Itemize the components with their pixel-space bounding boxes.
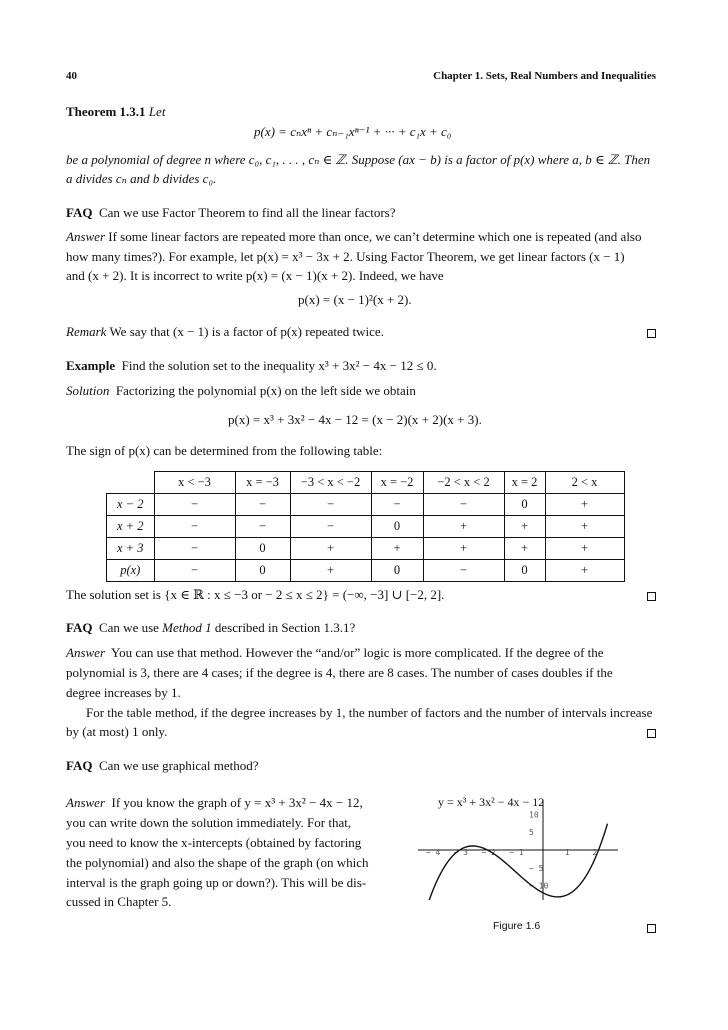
table-cell: 0 (504, 560, 545, 582)
table-header-cell: x = −3 (235, 472, 290, 494)
table-intro: The sign of p(x) can be determined from the following table: (66, 443, 383, 458)
table-cell: 0 (235, 538, 290, 560)
table-header-cell: −3 < x < −2 (290, 472, 371, 494)
table-cell: − (154, 560, 235, 582)
faq3-answer-line-2: you can write down the solution immediately. For that, (66, 815, 352, 830)
table-cell: − (290, 516, 371, 538)
x-tick-label: − 3 (453, 848, 469, 857)
figure-caption: Figure 1.6 (493, 920, 541, 932)
table-cell: + (545, 560, 624, 582)
row-label: x + 3 (107, 538, 155, 560)
y-tick-label: − 10 (529, 881, 549, 891)
table-cell: + (423, 516, 504, 538)
faq1-heading (66, 204, 658, 222)
example-text: Find the solution set to the inequality x³ + 3x² − 4x − 12 ≤ 0. (121, 358, 437, 373)
table-cell: − (235, 494, 290, 516)
theorem-formula: p(x) = cₙxⁿ + cₙ₋₁xⁿ⁻¹ + ··· + c₁x + c₀ (254, 124, 452, 139)
table-cell: − (154, 538, 235, 560)
example-heading (66, 357, 658, 375)
table-cell: − (235, 516, 290, 538)
faq3-answer-text-1: If you know the graph of y = x³ + 3x² − 4x − 12, (111, 795, 363, 810)
x-tick-label: − 4 (425, 848, 441, 857)
x-tick-label: − 2 (481, 848, 496, 857)
table-row (107, 516, 625, 538)
table-row (107, 560, 625, 582)
faq2-answer-line-2: polynomial is 3, there are 4 cases; if the degree is 4, there are 8 cases. The number of cases doubles if the (66, 665, 613, 680)
faq1-remark-text: We say that (x − 1) is a factor of p(x) repeated twice. (109, 324, 384, 339)
x-tick-label: 2 (592, 848, 598, 857)
table-header-cell (107, 472, 155, 494)
table-cell: + (545, 494, 624, 516)
qed-box (647, 592, 656, 601)
faq3-answer-label: Answer (66, 795, 105, 810)
table-header-cell: 2 < x (545, 472, 624, 494)
y-tick-label: − 5 (529, 863, 544, 873)
faq3-answer-line-3: you need to know the x-intercepts (obtained by factoring (66, 835, 362, 850)
faq1-formula: p(x) = (x − 1)²(x + 2). (298, 292, 412, 307)
page-number: 40 (66, 70, 77, 82)
example-formula: p(x) = x³ + 3x² − 4x − 12 = (x − 2)(x + 2)(x + 3). (228, 412, 482, 427)
faq2-answer-line-5: by (at most) 1 only. (66, 724, 168, 739)
row-label: p(x) (107, 560, 155, 582)
faq1-answer-label: Answer (66, 229, 105, 244)
faq1-answer-line-1 (66, 228, 658, 246)
theorem-heading (66, 103, 658, 121)
faq1-remark-label: Remark (66, 324, 107, 339)
faq1-answer-line-2: how many times?). For example, let p(x) = x³ − 3x + 2. Using Factor Theorem, we get linear factors (x − 1) (66, 249, 625, 264)
table-cell: − (154, 494, 235, 516)
faq2-answer-line-3: degree increases by 1. (66, 685, 181, 700)
y-tick-label: 5 (529, 828, 534, 838)
theorem-line-2: a divides cₙ and b divides c₀. (66, 171, 217, 186)
example-conclusion: The solution set is {x ∈ ℝ : x ≤ −3 or − 2 ≤ x ≤ 2} = (−∞, −3] ∪ [−2, 2]. (66, 587, 445, 602)
faq1-label: FAQ (66, 205, 93, 220)
table-header-cell: −2 < x < 2 (423, 472, 504, 494)
faq2-question-method: Method 1 (162, 620, 212, 635)
table-cell: 0 (504, 494, 545, 516)
plot-title: y = x³ + 3x² − 4x − 12 (438, 795, 545, 809)
qed-box (647, 729, 656, 738)
faq3-answer-line-5: interval is the graph going up or down?). This will be dis- (66, 875, 367, 890)
faq3-answer-line-6: cussed in Chapter 5. (66, 894, 172, 909)
solution-label: Solution (66, 383, 110, 398)
faq3-answer-line-1 (66, 794, 386, 812)
faq3-question: Can we use graphical method? (98, 758, 259, 773)
theorem-label: Theorem 1.3.1 (66, 104, 146, 119)
table-cell: − (290, 494, 371, 516)
table-cell: − (423, 560, 504, 582)
table-header-cell: x = −2 (371, 472, 423, 494)
table-cell: + (290, 560, 371, 582)
table-cell: + (371, 538, 423, 560)
table-row (107, 538, 625, 560)
table-cell: + (545, 516, 624, 538)
faq3-heading (66, 757, 658, 775)
table-cell: − (154, 516, 235, 538)
table-header-cell: x < −3 (154, 472, 235, 494)
table-cell: + (290, 538, 371, 560)
faq1-answer-text-1: If some linear factors are repeated more than once, we can’t determine which one is repeated (and also (108, 229, 642, 244)
faq1-answer-line-3: and (x + 2). It is incorrect to write p(x) = (x − 1)(x + 2). Indeed, we have (66, 268, 444, 283)
faq2-answer-line-4: For the table method, if the degree increases by 1, the number of factors and the number of intervals increase (86, 705, 653, 720)
function-plot (418, 800, 618, 900)
row-label: x + 2 (107, 516, 155, 538)
faq2-heading (66, 619, 658, 637)
x-tick-label: − 1 (509, 848, 524, 857)
qed-box (647, 329, 656, 338)
sign-table-header-row (107, 472, 625, 494)
theorem-line-1: be a polynomial of degree n where c₀, c₁, . . . , cₙ ∈ ℤ. Suppose (ax − b) is a factor of p(x) where a, b ∈ ℤ. Then (66, 152, 651, 167)
table-header-cell: x = 2 (504, 472, 545, 494)
solution-text: Factorizing the polynomial p(x) on the left side we obtain (115, 383, 416, 398)
table-cell: − (423, 494, 504, 516)
table-cell: + (504, 516, 545, 538)
sign-table (106, 471, 625, 582)
faq2-answer-label: Answer (66, 645, 105, 660)
theorem-lead: Let (148, 104, 166, 119)
x-tick-label: 1 (564, 848, 570, 857)
y-tick-label: 10 (529, 810, 539, 820)
faq2-label: FAQ (66, 620, 93, 635)
table-row (107, 494, 625, 516)
faq2-question-pre: Can we use (98, 620, 159, 635)
faq3-label: FAQ (66, 758, 93, 773)
qed-box (647, 924, 656, 933)
function-curve (429, 824, 607, 900)
faq2-answer-text-1: You can use that method. However the “and/or” logic is more complicated. If the degree of the (111, 645, 604, 660)
example-solution (66, 382, 658, 400)
faq2-answer-line-1 (66, 644, 658, 662)
table-cell: + (504, 538, 545, 560)
example-label: Example (66, 358, 116, 373)
faq1-remark (66, 323, 658, 341)
table-cell: + (545, 538, 624, 560)
faq1-question: Can we use Factor Theorem to find all the linear factors? (98, 205, 396, 220)
table-cell: − (371, 494, 423, 516)
table-cell: 0 (235, 560, 290, 582)
table-cell: 0 (371, 516, 423, 538)
table-cell: + (423, 538, 504, 560)
faq3-answer-line-4: the polynomial) and also the shape of the graph (on which (66, 855, 369, 870)
faq2-question-post: described in Section 1.3.1? (214, 620, 356, 635)
table-cell: 0 (371, 560, 423, 582)
row-label: x − 2 (107, 494, 155, 516)
chapter-title: Chapter 1. Sets, Real Numbers and Inequalities (433, 70, 656, 82)
